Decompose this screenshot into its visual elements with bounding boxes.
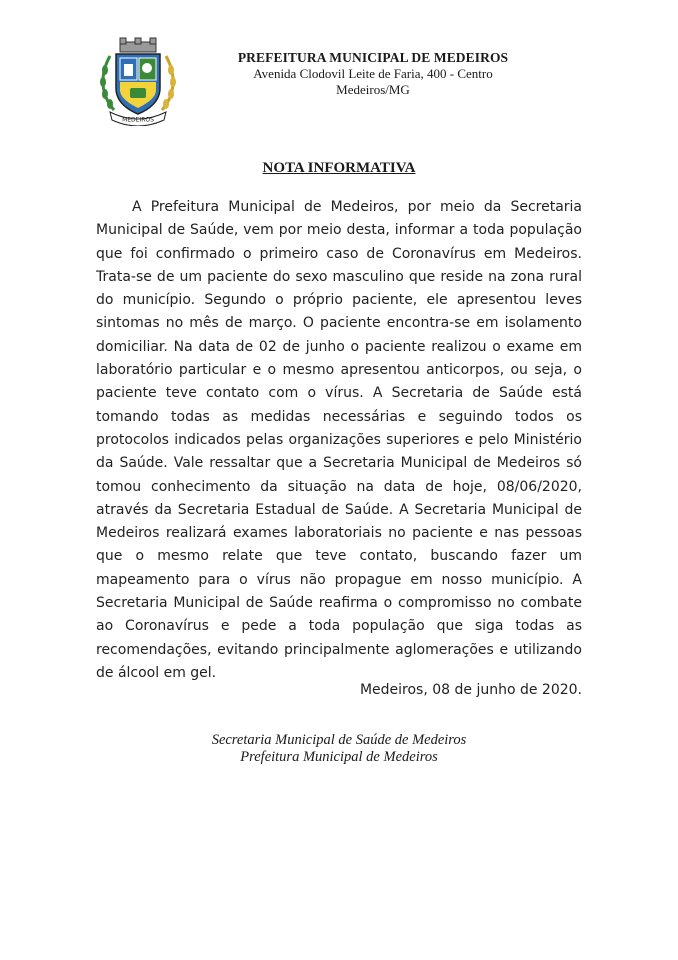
document-title: NOTA INFORMATIVA — [262, 160, 416, 176]
signature-block — [0, 732, 678, 766]
document-body: A Prefeitura Municipal de Medeiros, por meio da Secretaria Municipal de Saúde, vem por meio desta, informar a toda população que foi confirmado o primeiro caso de Coronavírus em Medeiros. Trata-se de um paciente do sexo masculino que reside na zona rural do município. Segundo o próprio paciente, ele apresentou leves sintomas no mês de março. O paciente encontra-se em isolamento domiciliar. Na data de 02 de junho o paciente realizou o exame em laboratório particular e o mesmo apresentou anticorpos, ou seja, o paciente teve contato com o vírus. A Secretaria de Saúde está tomando todas as medidas necessárias e seguindo todos os protocolos indicados pelas organizações superiores e pelo Ministério da Saúde. Vale ressaltar que a Secretaria Municipal de Medeiros só tomou conhecimento da situação na data de hoje, 08/06/2020, através da Secretaria Estadual de Saúde. A Secretaria Municipal de Medeiros realizará exames laboratoriais no paciente e nas pessoas que o mesmo relate que teve contato, buscando fazer um mapeamento para o vírus não propague em nosso município. A Secretaria Municipal de Saúde reafirma o compromisso no combate ao Coronavírus e pede a toda população que siga todas as recomendações, evitando principalmente aglomerações e utilizando de álcool em gel. — [96, 199, 582, 681]
letterhead — [0, 36, 678, 126]
signature-line-1: Secretaria Municipal de Saúde de Medeiros — [211, 732, 467, 748]
letterhead-text — [218, 50, 528, 98]
signature-line-2: Prefeitura Municipal de Medeiros — [240, 749, 438, 765]
crest-ribbon-label: MEDEIROS — [122, 116, 154, 124]
municipal-crest-icon — [96, 36, 180, 126]
org-city: Medeiros/MG — [336, 82, 410, 97]
date-line: Medeiros, 08 de junho de 2020. — [359, 682, 582, 698]
org-name: PREFEITURA MUNICIPAL DE MEDEIROS — [237, 50, 509, 65]
org-address: Avenida Clodovil Leite de Faria, 400 - Centro — [253, 66, 493, 81]
